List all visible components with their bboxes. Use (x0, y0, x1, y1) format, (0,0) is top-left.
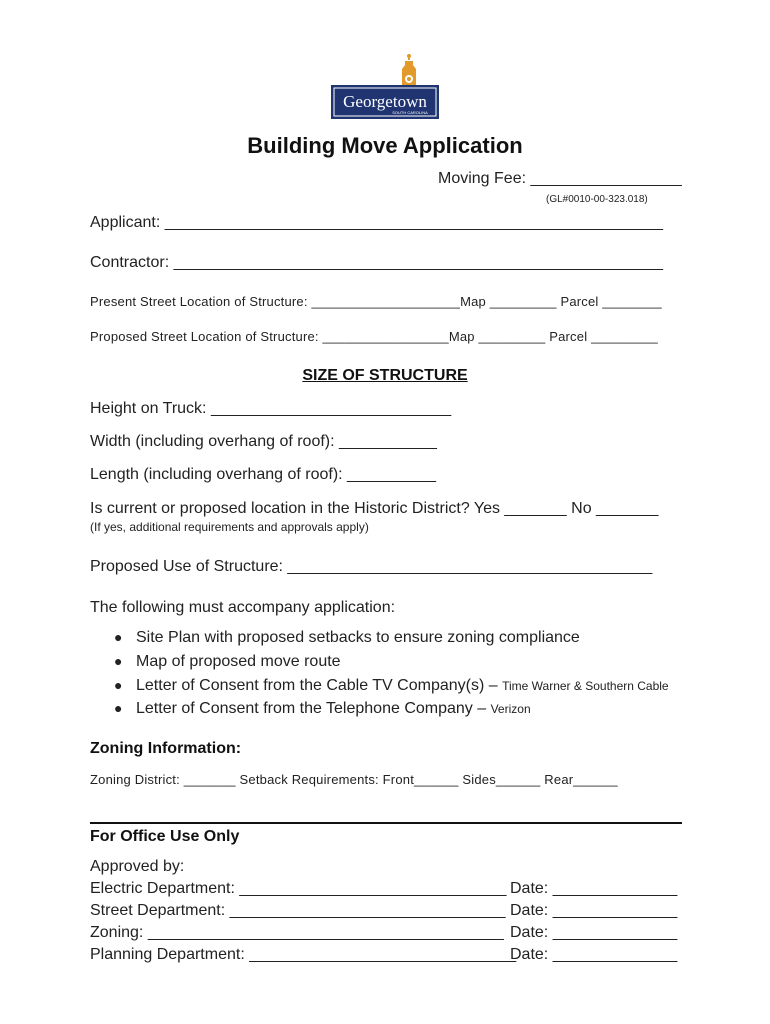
proposed-use-field[interactable]: Proposed Use of Structure: _________________________________________ (90, 558, 653, 575)
office-divider (90, 822, 682, 824)
bullet-icon: ● (114, 653, 123, 669)
office-heading: For Office Use Only (90, 828, 240, 845)
zoning-date-field[interactable]: Date: ______________ (510, 924, 678, 941)
list-item: Map of proposed move route (136, 653, 341, 670)
electric-dept-field[interactable]: Electric Department: ______________________________ (90, 880, 507, 897)
width-field[interactable]: Width (including overhang of roof): ___________ (90, 433, 437, 450)
street-dept-field[interactable]: Street Department: _______________________________ (90, 902, 506, 919)
moving-fee-field[interactable]: Moving Fee: _________________ (438, 170, 682, 187)
accompany-heading: The following must accompany application: (90, 599, 396, 616)
bullet-icon: ● (114, 629, 123, 645)
applicant-field[interactable]: Applicant: ________________________________________________________ (90, 214, 664, 231)
logo-text: Georgetown (343, 92, 427, 111)
zoning-heading: Zoning Information: (90, 740, 242, 757)
georgetown-logo (328, 52, 442, 122)
list-item-note: Verizon (490, 702, 531, 716)
list-item: Letter of Consent from the Cable TV Company(s) – Time Warner & Southern Cable (136, 677, 669, 694)
list-item: Letter of Consent from the Telephone Company – Verizon (136, 700, 531, 717)
gl-code: (GL#0010-00-323.018) (546, 194, 648, 205)
bullet-icon: ● (114, 700, 123, 716)
logo-subtext: SOUTH CAROLINA (392, 110, 428, 115)
planning-dept-field[interactable]: Planning Department: ______________________________ (90, 946, 517, 963)
list-item: Site Plan with proposed setbacks to ensure zoning compliance (136, 629, 580, 646)
page-title: Building Move Application (247, 133, 523, 158)
length-field[interactable]: Length (including overhang of roof): __________ (90, 466, 437, 483)
contractor-field[interactable]: Contractor: _______________________________________________________ (90, 254, 663, 271)
list-item-note: Time Warner & Southern Cable (502, 679, 669, 693)
approved-by-label: Approved by: (90, 858, 185, 875)
planning-date-field[interactable]: Date: ______________ (510, 946, 678, 963)
street-date-field[interactable]: Date: ______________ (510, 902, 678, 919)
electric-date-field[interactable]: Date: ______________ (510, 880, 678, 897)
zoning-approval-field[interactable]: Zoning: ________________________________________ (90, 924, 504, 941)
present-location-field[interactable]: Present Street Location of Structure: ____________________Map _________ Parcel ________ (90, 294, 662, 309)
historic-district-field[interactable]: Is current or proposed location in the Historic District? Yes _______ No _______ (90, 500, 659, 517)
bullet-icon: ● (114, 677, 123, 693)
clock-tower-icon (402, 54, 416, 89)
proposed-location-field[interactable]: Proposed Street Location of Structure: _________________Map _________ Parcel _________ (90, 329, 658, 344)
historic-note: (If yes, additional requirements and approvals apply) (90, 520, 369, 534)
zoning-field[interactable]: Zoning District: _______ Setback Requirements: Front______ Sides______ Rear______ (90, 772, 618, 787)
height-field[interactable]: Height on Truck: ___________________________ (90, 400, 452, 417)
size-heading: SIZE OF STRUCTURE (302, 367, 468, 384)
